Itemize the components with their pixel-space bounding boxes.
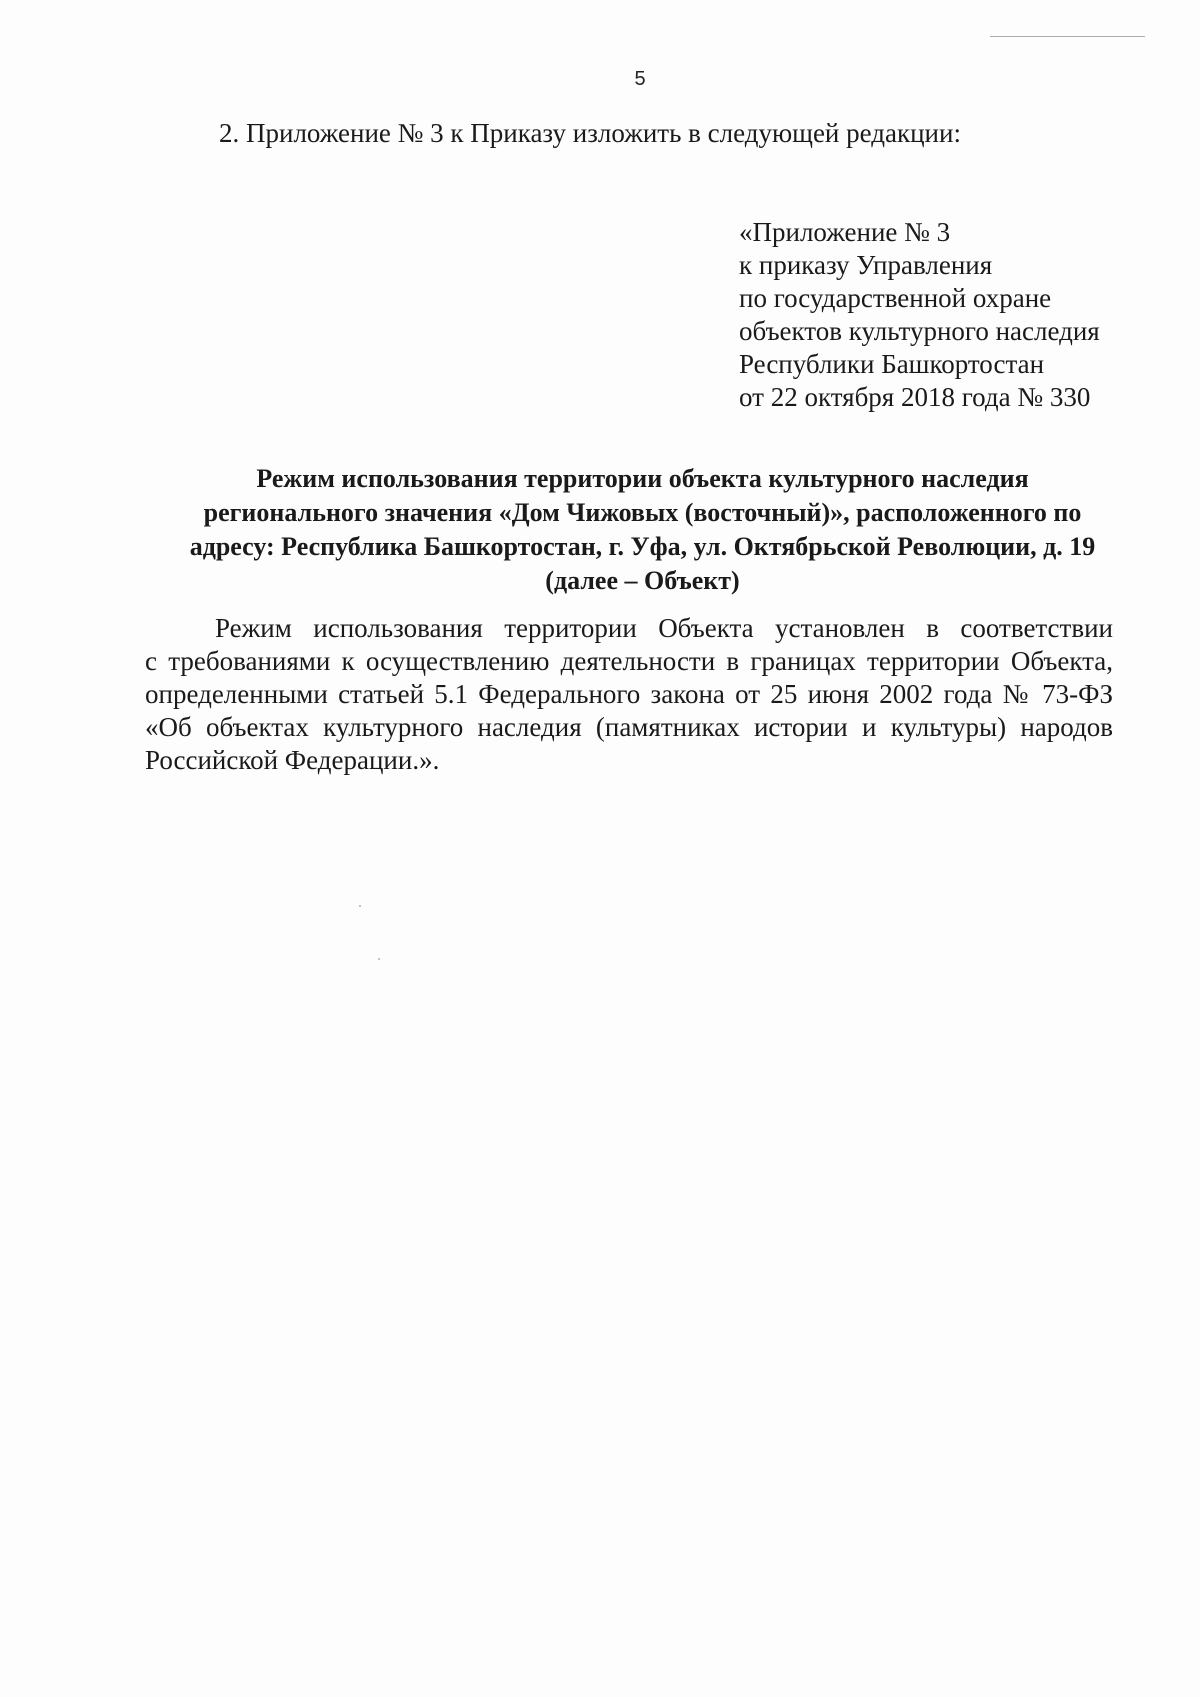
body-line: Режим использования территории Объекта установлен в соответствии	[215, 613, 1113, 643]
body-paragraph	[145, 612, 1113, 777]
heading-line: (далее – Объект)	[545, 566, 740, 595]
intro-paragraph: 2. Приложение № 3 к Приказу изложить в следующей редакции:	[219, 118, 961, 148]
document-heading	[160, 462, 1125, 598]
page-number: 5	[634, 68, 646, 90]
appendix-line: по государственной охране	[739, 283, 1052, 313]
body-line: определенными статьей 5.1 Федерального закона от 25 июня 2002 года № 73-ФЗ	[145, 679, 1113, 709]
scan-speck	[378, 958, 380, 960]
appendix-line: к приказу Управления	[739, 250, 993, 280]
body-line: с требованиями к осуществлению деятельности в границах территории Объекта,	[145, 646, 1113, 676]
scan-artifact-line	[990, 36, 1145, 37]
appendix-line: «Приложение № 3	[739, 217, 951, 247]
heading-line: регионального значения «Дом Чижовых (восточный)», расположенного по	[203, 498, 1082, 527]
appendix-reference-block	[739, 216, 1100, 414]
heading-line: Режим использования территории объекта культурного наследия	[256, 464, 1029, 493]
appendix-line: от 22 октября 2018 года № 330	[739, 382, 1091, 412]
appendix-line: Республики Башкортостан	[739, 349, 1045, 379]
body-line: «Об объектах культурного наследия (памятниках истории и культуры) народов	[145, 712, 1113, 742]
body-line: Российской Федерации.».	[145, 745, 440, 775]
appendix-line: объектов культурного наследия	[739, 316, 1100, 346]
heading-line: адресу: Республика Башкортостан, г. Уфа, ул. Октябрьской Революции, д. 19	[189, 532, 1096, 561]
scan-speck	[359, 905, 361, 907]
